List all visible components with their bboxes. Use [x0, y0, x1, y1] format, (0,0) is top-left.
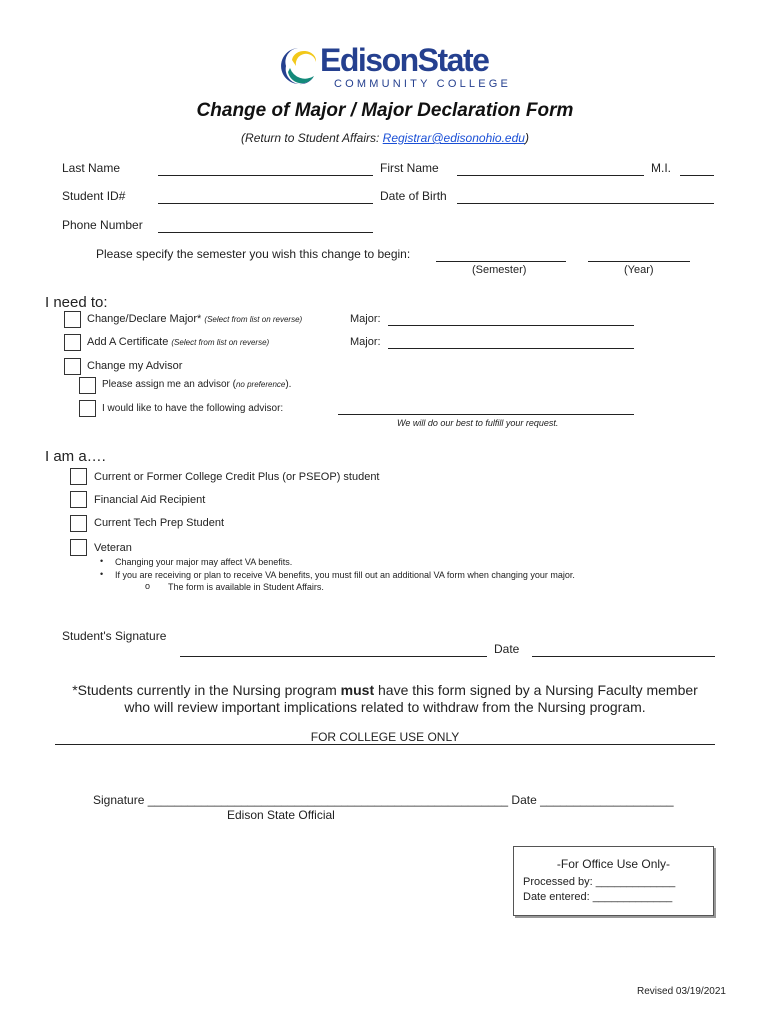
- student-signature-input[interactable]: [180, 656, 487, 657]
- nursing-pre: *Students currently in the Nursing program: [72, 682, 341, 698]
- college-use-heading: FOR COLLEGE USE ONLY: [310, 730, 460, 744]
- va-bullet-2: If you are receiving or plan to receive VA benefits, you must fill out an additional VA form when changing your major.: [115, 570, 575, 580]
- tech-prep-label: Current Tech Prep Student: [94, 517, 225, 529]
- change-advisor-checkbox[interactable]: [64, 358, 81, 375]
- revised-date: Revised 03/19/2021: [637, 986, 726, 997]
- circle-bullet-icon: o: [145, 581, 151, 591]
- student-id-input[interactable]: [158, 203, 373, 204]
- first-name-input[interactable]: [457, 175, 644, 176]
- change-major-label: [87, 313, 302, 325]
- dob-input[interactable]: [457, 203, 714, 204]
- nursing-note-line2: who will review important implications related to withdraw from the Nursing program.: [124, 699, 646, 715]
- need-heading: I need to:: [45, 294, 108, 311]
- phone-input[interactable]: [158, 232, 373, 233]
- change-advisor-label: Change my Advisor: [87, 360, 183, 372]
- ccp-label: Current or Former College Credit Plus (or PSEOP) student: [94, 471, 380, 483]
- last-name-label: Last Name: [62, 161, 121, 175]
- mi-label: M.I.: [651, 161, 671, 175]
- nursing-note-line1: [0, 682, 770, 699]
- nursing-post: have this form signed by a Nursing Faculty member: [374, 682, 698, 698]
- semester-input[interactable]: [436, 261, 566, 262]
- college-use-divider: [55, 744, 715, 745]
- dob-label: Date of Birth: [380, 189, 447, 203]
- assign-advisor-label: [102, 379, 291, 390]
- major-label-1: Major:: [350, 313, 381, 325]
- mi-input[interactable]: [680, 175, 714, 176]
- add-certificate-label: [87, 336, 269, 348]
- change-major-note: (Select from list on reverse): [204, 315, 303, 324]
- assign-advisor-checkbox[interactable]: [79, 377, 96, 394]
- semester-label: (Semester): [472, 264, 527, 276]
- financial-aid-checkbox[interactable]: [70, 491, 87, 508]
- first-name-label: First Name: [380, 161, 439, 175]
- processed-by: Processed by: _____________: [523, 876, 676, 888]
- return-note: [0, 131, 770, 145]
- advisor-request-note: We will do our best to fulfill your request.: [397, 418, 559, 428]
- nursing-must: must: [340, 682, 375, 698]
- bullet-icon: •: [100, 569, 104, 579]
- signature-date-label: Date: [494, 642, 520, 656]
- logo-swoosh-icon: [276, 44, 320, 88]
- page-title: Change of Major / Major Declaration Form: [196, 100, 574, 121]
- last-name-input[interactable]: [158, 175, 373, 176]
- advisor-name-input[interactable]: [338, 414, 634, 415]
- student-signature-label: Student's Signature: [62, 629, 167, 643]
- iam-heading: I am a….: [45, 448, 106, 465]
- college-logo: [276, 42, 512, 94]
- year-input[interactable]: [588, 261, 690, 262]
- assign-advisor-note: no preference: [235, 380, 286, 389]
- change-major-text: Change/Declare Major*: [87, 313, 202, 325]
- bullet-icon: •: [100, 556, 104, 566]
- following-advisor-label: I would like to have the following advisor:: [102, 403, 284, 414]
- semester-prompt: Please specify the semester you wish this change to begin:: [96, 247, 411, 261]
- change-major-checkbox[interactable]: [64, 311, 81, 328]
- major-input-1[interactable]: [388, 325, 634, 326]
- logo-subtitle: COMMUNITY COLLEGE: [334, 78, 512, 90]
- registrar-email-link[interactable]: Registrar@edisonohio.edu: [382, 131, 525, 145]
- phone-label: Phone Number: [62, 218, 143, 232]
- assign-advisor-end: ).: [285, 379, 292, 390]
- student-id-label: Student ID#: [62, 189, 126, 203]
- add-certificate-text: Add A Certificate: [87, 336, 169, 348]
- office-use-title: -For Office Use Only-: [556, 857, 671, 871]
- va-bullet-1: Changing your major may affect VA benefits.: [115, 557, 293, 567]
- ccp-checkbox[interactable]: [70, 468, 87, 485]
- tech-prep-checkbox[interactable]: [70, 515, 87, 532]
- official-signature-line[interactable]: Signature ______________________________________________________ Date ____________________: [93, 793, 674, 807]
- following-advisor-checkbox[interactable]: [79, 400, 96, 417]
- return-suffix: ): [524, 131, 529, 145]
- return-prefix: (Return to Student Affairs:: [241, 131, 383, 145]
- financial-aid-label: Financial Aid Recipient: [94, 494, 206, 506]
- veteran-label: Veteran: [94, 542, 132, 554]
- major-label-2: Major:: [350, 336, 381, 348]
- nursing-note: [0, 682, 770, 716]
- add-certificate-note: (Select from list on reverse): [171, 338, 270, 347]
- logo-name: EdisonState: [320, 42, 489, 78]
- signature-date-input[interactable]: [532, 656, 715, 657]
- veteran-checkbox[interactable]: [70, 539, 87, 556]
- office-use-box: [513, 846, 714, 916]
- major-input-2[interactable]: [388, 348, 634, 349]
- official-label: Edison State Official: [227, 808, 335, 822]
- assign-advisor-text: Please assign me an advisor (: [102, 379, 236, 390]
- date-entered: Date entered: _____________: [523, 891, 673, 903]
- add-certificate-checkbox[interactable]: [64, 334, 81, 351]
- va-sub-bullet: The form is available in Student Affairs.: [168, 582, 324, 592]
- year-label: (Year): [624, 264, 654, 276]
